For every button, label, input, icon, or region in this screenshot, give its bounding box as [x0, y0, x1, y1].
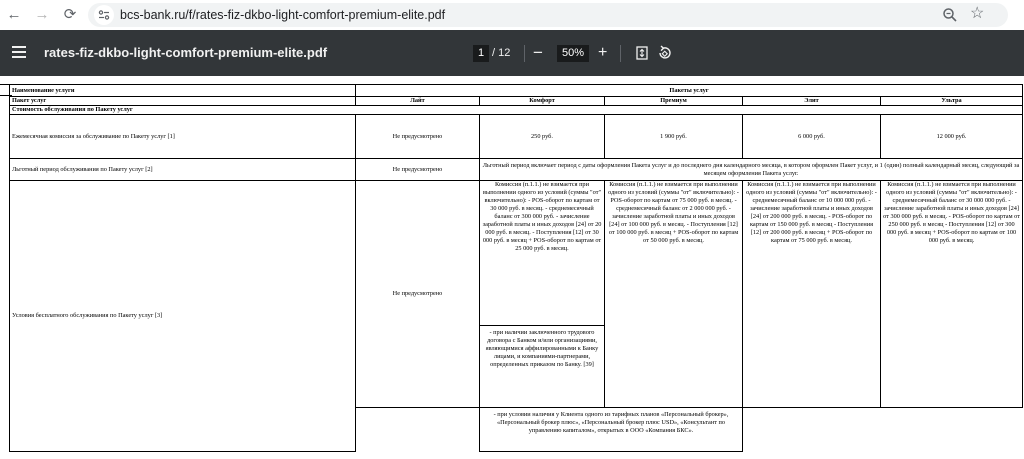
bookmark-star-icon[interactable]: ☆ — [970, 5, 985, 22]
free-row-label: Условия бесплатного обслуживания по Пакету услуг [3] — [10, 181, 356, 452]
page-total: / 12 — [492, 47, 511, 59]
menu-icon[interactable] — [12, 46, 26, 58]
zoom-in-button[interactable]: + — [598, 44, 608, 61]
forward-arrow-icon[interactable]: → — [34, 6, 50, 23]
back-arrow-icon[interactable]: ← — [6, 6, 22, 23]
free-conditions-ultra: Комиссия (п.1.1.) не взимается при выполнении одного из условий (суммы "от" включительно): - среднемесячный баланс от 30 000 000 руб. - зачисление заработной платы и иных доходов [24] от 300 000 руб. в месяц. - POS-оборот по картам от 250 000 руб. в месяц - Поступления [12] от 300 000 руб. в месяц + POS-оборот по картам от 100 000 руб. в месяц. — [881, 181, 1023, 408]
fee-value-light: Не предусмотрено — [356, 115, 480, 159]
free-employment-comfort: - при наличии заключенного трудового договора с Банком и/или организациями, являющимися аффилированными к Банку лицами, и компаниями-партнерами, определенных приказом по Банку. [39] — [480, 326, 605, 408]
site-info-icon[interactable] — [94, 5, 114, 25]
fee-value-ultra: 12 000 руб. — [881, 115, 1023, 159]
free-conditions-premium: Комиссия (п.1.1.) не взимается при выполнении одного из условий (суммы "от" включительно): - POS-оборот по картам от 75 000 руб. в месяц. - среднемесячный баланс от 2 000 000 руб. - зачисление заработной платы и иных доходов [24] от 100 000 руб. в месяц. - Поступления [12] от 100 000 руб. в месяц + POS-оборот по картам от 50 000 руб. в месяц. — [605, 181, 743, 408]
column-header-comfort: Комфорт — [480, 97, 605, 106]
zoom-out-button[interactable]: − — [533, 43, 543, 62]
zoom-magnifier-icon[interactable] — [942, 7, 958, 28]
toolbar-divider — [620, 45, 621, 62]
column-header-light: Лайт — [356, 97, 480, 106]
column-header-premium: Премиум — [605, 97, 743, 106]
empty-cell — [743, 408, 1023, 452]
service-header: Наименование услуги — [10, 85, 356, 97]
rates-table — [9, 84, 1023, 452]
column-header-ultra: Ультра — [881, 97, 1023, 106]
fee-value-comfort: 250 руб. — [480, 115, 605, 159]
reload-icon[interactable]: ⟳ — [63, 6, 77, 23]
fit-to-page-icon[interactable] — [636, 46, 648, 65]
package-label: Пакет услуг — [10, 97, 356, 106]
grace-value-light: Не предусмотрено — [356, 159, 480, 181]
free-value-light-continued — [356, 408, 480, 452]
section-title: Стоимость обслуживания по Пакету услуг — [10, 106, 1023, 115]
grace-period-text: Льготный период включает период с даты оформления Пакета услуг и до последнего дня календарного месяца, в котором оформлен Пакет услуг, и 1 (один) полный календарный месяц, следующий за месяцем оформления Пакета услуг. — [480, 159, 1023, 181]
url-text[interactable]: bcs-bank.ru/f/rates-fiz-dkbo-light-comfort-premium-elite.pdf — [120, 8, 446, 22]
fee-row-label: Ежемесячная комиссия за обслуживание по Пакету услуг [1] — [10, 115, 356, 159]
fee-value-premium: 1 900 руб. — [605, 115, 743, 159]
address-bar[interactable] — [88, 3, 1008, 27]
column-header-elite: Элит — [743, 97, 881, 106]
zoom-level-input[interactable]: 50% — [557, 45, 589, 62]
fee-value-elite: 6 000 руб. — [743, 115, 881, 159]
page-number-input[interactable]: 1 — [473, 45, 489, 62]
free-conditions-comfort: Комиссия (п.1.1.) не взимается при выполнении одного из условий (суммы "от" включительно): - POS-оборот по картам от 30 000 руб. в месяц. - среднемесячный баланс от 300 000 руб. - зачисление заработной платы и иных доходов [24] от 20 000 руб. в месяц. - Поступления [12] от 30 000 руб. в месяц + POS-оборот по картам от 25 000 руб. в месяц. — [480, 181, 605, 326]
pdf-page — [0, 76, 1024, 459]
free-broker-condition: - при условии наличия у Клиента одного из тарифных планов «Персональный брокер», «Персональный брокер плюс», «Персональный брокер плюс USD», «Консультант по управлению капиталом», открытых в ООО «Компания БКС». — [480, 408, 743, 452]
document-title: rates-fiz-dkbo-light-comfort-premium-elite.pdf — [44, 45, 328, 60]
free-conditions-elite: Комиссия (п.1.1.) не взимается при выполнении одного из условий (суммы "от" включительно): - среднемесячный баланс от 10 000 000 руб. - зачисление заработной платы и иных доходов [24] от 200 000 руб. в месяц. - POS-оборот по картам от 150 000 руб. в месяц - Поступления [12] от 200 000 руб. в месяц + POS-оборот по картам от 75 000 руб. в месяц. — [743, 181, 881, 408]
grace-row-label: Льготный период обслуживания по Пакету услуг [2] — [10, 159, 356, 181]
rotate-icon[interactable] — [657, 45, 672, 65]
packages-header: Пакеты услуг — [356, 85, 1023, 97]
browser-toolbar — [0, 0, 1024, 30]
free-value-light: Не предусмотрено — [356, 181, 480, 408]
toolbar-divider — [524, 45, 525, 62]
pdf-toolbar — [0, 30, 1024, 76]
